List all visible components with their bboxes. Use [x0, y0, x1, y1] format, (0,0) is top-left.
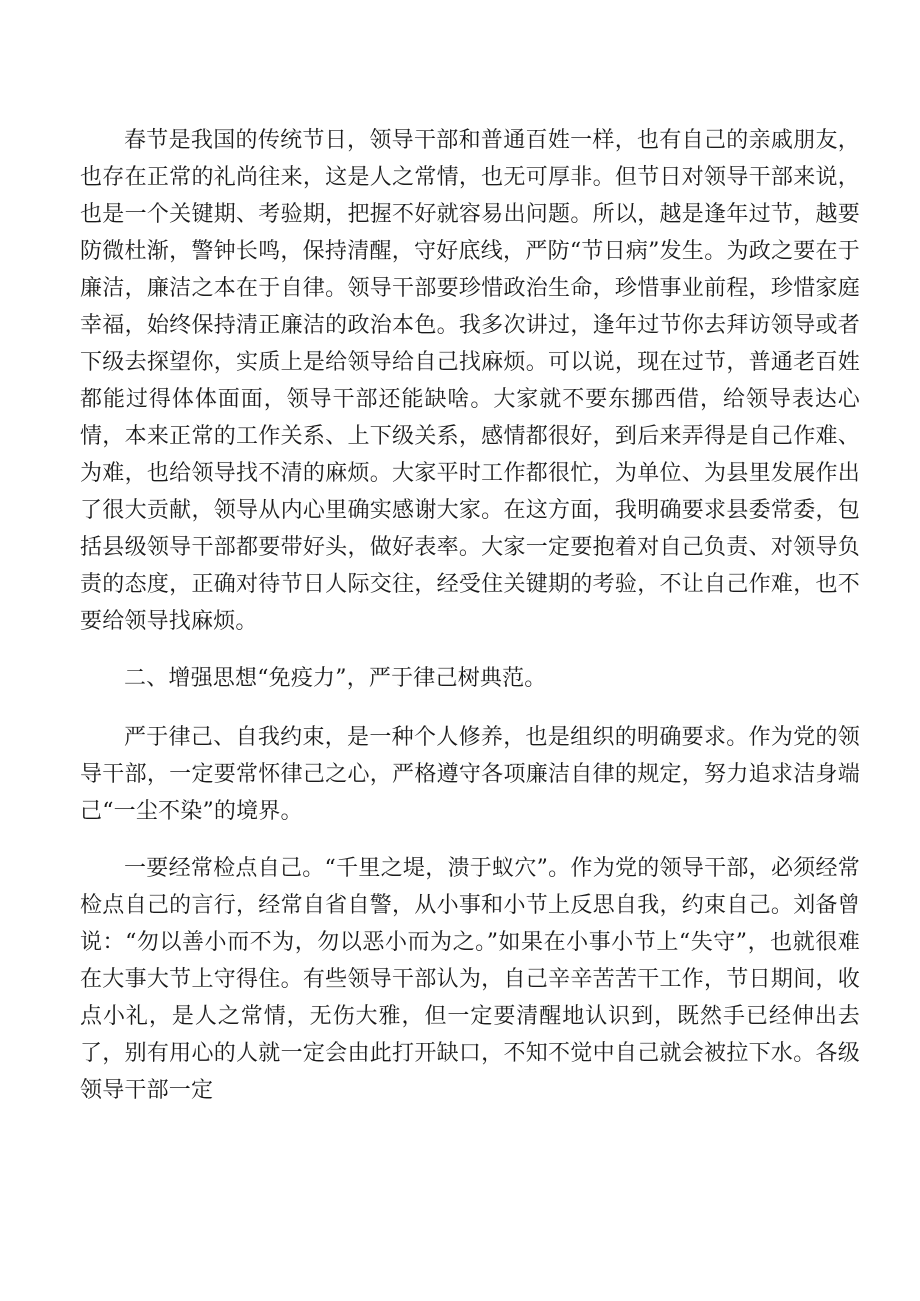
section-heading-2: 二、增强思想“免疫力”，严于律己树典范。: [124, 666, 547, 691]
paragraph-spring-festival: 春节是我国的传统节日，领导干部和普通百姓一样，也有自己的亲戚朋友，也存在正常的礼尚往来，这是人之常情，也无可厚非。但节日对领导干部来说，也是一个关键期、考验期，把握不好就容易出问题。所以，越是逢年过节，越要防微杜渐，警钟长鸣，保持清醒，守好底线，严防“节日病”发生。为政之要在于廉洁，廉洁之本在于自律。领导干部要珍惜政治生命，珍惜事业前程，珍惜家庭幸福，始终保持清正廉洁的政治本色。我多次讲过，逢年过节你去拜访领导或者下级去探望你，实质上是给领导给自己找麻烦。可以说，现在过节，普通老百姓都能过得体体面面，领导干部还能缺啥。大家就不要东挪西借，给领导表达心情，本来正常的工作关系、上下级关系，感情都很好，到后来弄得是自己作难、为难，也给领导找不清的麻烦。大家平时工作都很忙，为单位、为县里发展作出了很大贡献，领导从内心里确实感谢大家。在这方面，我明确要求县委常委，包括县级领导干部都要带好头，做好表率。大家一定要抱着对自己负责、对领导负责的态度，正确对待节日人际交往，经受住关键期的考验，不让自己作难，也不要给领导找麻烦。: [80, 128, 860, 634]
paragraph-self-examination: 一要经常检点自己。“千里之堤，溃于蚁穴”。作为党的领导干部，必须经常检点自己的言行，经常自省自警，从小事和小节上反思自我，约束自己。刘备曾说：“勿以善小而不为，勿以恶小而为之。”如果在小事小节上“失守”，也就很难在大事大节上守得住。有些领导干部认为，自己辛辛苦苦干工作，节日期间，收点小礼，是人之常情，无伤大雅，但一定要清醒地认识到，既然手已经伸出去了，别有用心的人就一定会由此打开缺口，不知不觉中自己就会被拉下水。各级领导干部一定: [80, 856, 860, 1103]
document-body: [80, 122, 860, 1129]
paragraph-self-discipline: 严于律己、自我约束，是一种个人修养，也是组织的明确要求。作为党的领导干部，一定要常怀律己之心，严格遵守各项廉洁自律的规定，努力追求洁身端己“一尘不染”的境界。: [80, 725, 860, 824]
